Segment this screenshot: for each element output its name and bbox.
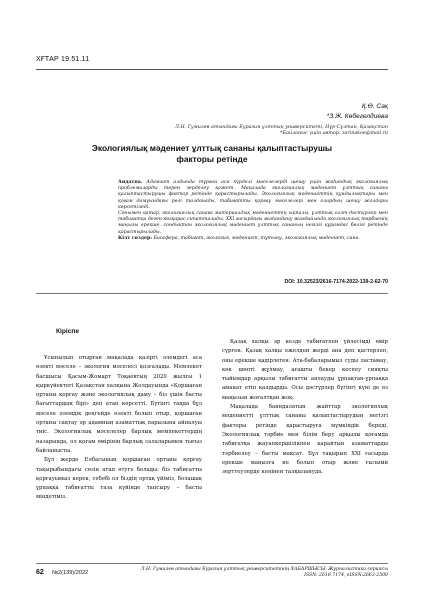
body-column-left — [36, 354, 202, 503]
section-heading-introduction: Кіріспе — [56, 328, 80, 335]
corresponding-author: *Байланыс үшін автор: zarinakoe@mail.ru — [280, 131, 388, 137]
abstract-divider — [36, 293, 388, 294]
abstract-text: Адамзат алдында тұрған аса күрделі мәселелерді шешу үшін жаһандық экологиялық проблемаларды терең зерделеу қажет. Мақалада экологиялық мәдениет ұлттық сананы қалыптастырушы фактор ретінде қарастырылады. Экологиялық мәдениеттің құндылықтары мен қоғам дамуындағы рөлі талданады, табиғатты қорғау мәселелері мен олардың шешу жолдары көрсетіледі. — [118, 180, 388, 210]
article-title — [36, 143, 388, 165]
page-number: 62 — [36, 569, 44, 576]
journal-issn: ISSN: 2616-7174, eISSN:2663-2500 — [304, 573, 388, 579]
title-line-2: факторы ретінде — [176, 154, 248, 164]
keywords-text: Биосфера, табиғат, экология, мәдениет, тұтыну, экологиялық мәдениет, сана. — [153, 235, 360, 241]
abstract-paragraph-2: Сонымен қатар, экологиялық санаға материалдық мәдениеттің ықпалы, ұлттық салт-дәстүрлер мен табиғатқа деген көзқарас сипатталады. XXI ғасырдағы жаһандану жағдайында экологиялық тәрбиенің маңызы ерекше, сондықтан экологиялық мәдениет ұлттық сананың негізгі құрамдас бөлігі ретінде қарастырылады. — [118, 211, 388, 235]
author-1: Қ.Ө. Сақ — [361, 103, 388, 110]
body-paragraph: Ұсынылып отырған мақалада қазіргі әлемдегі аса өзекті мәселе – экология мәселесі қозғалады. Мемлекет басшысы Қасым-Жомарт Тоқаевтың 2020 жылғы 1 қыркүйектегі Қазақстан халқына Жолдауында «Қоршаған ортаны қорғау және экологиялық даму – біз үшін басты бағыттардың бірі» деп атап көрсетті. Бүгінгі таңда бұл мәселе әлемдік деңгейде өзекті болып отыр, қоршаған ортаны сақтау әр адамның азаматтық парызына айналуы тиіс. Экологиялық мәселелер барлық мемлекеттердің назарында, ол қоғам өмірінің барлық салаларымен тығыз байланысты. — [36, 355, 202, 454]
title-line-1: Экологиялық мәдениет ұлттық сананы қалыптастырушы — [91, 143, 333, 153]
affiliation — [175, 125, 388, 138]
footer-divider — [36, 563, 388, 564]
body-column-right — [222, 338, 388, 477]
journal-name: Л.Н. Гумилев атындағы Еуразия ұлттық университетінің ХАБАРШЫСЫ. Журналистика сериясы — [140, 567, 388, 572]
abstract-block — [118, 180, 388, 242]
journal-info — [141, 567, 388, 580]
header-divider — [36, 69, 388, 70]
author-2: *З.Ж. Көбегелдиева — [326, 112, 388, 120]
body-paragraph: Қазақ халқы әр кезде табиғатпен үйлесімді өмір сүрген. Қазақ халқы ежелден жерді ана деп қастерлеп, оны ерекше қадірлеген. Ата-бабаларымыз суды ластамау, көк шөпті жұлмау, ағашты бекер кеспеу сияқты тыйымдар арқылы табиғатты аялауды ұрпақтан-ұрпаққа аманат етіп қалдырды. Осы дәстүрлер бүгінгі күні де өз маңызын жоғалтқан жоқ. — [222, 339, 388, 401]
article-code: ХҒТАР 19.51.11 — [36, 56, 90, 63]
keywords-label: Кілт сөздер: — [118, 235, 152, 241]
keywords — [118, 236, 388, 242]
authors — [327, 102, 388, 121]
body-paragraph: Бұл жерде Елбасының қоршаған ортаны қорғау тақырыбындағы сөзін атап өтуге болады: біз табиғатты қорғауымыз керек, себебі ол біздің ортақ үйіміз, болашақ ұрпаққа табиғатты таза күйінде тапсыру – басты міндетіміз. — [36, 457, 202, 501]
issue-number: №2(139)/2022 — [52, 570, 89, 576]
body-paragraph: Мақалада баяндалатын жайттар экологиялық мәдениетті ұлттық сананы қалыптастырудың негізгі факторы ретінде қарастыруға мүмкіндік береді. Экологиялық тәрбие мен білім беру арқылы қоғамда табиғатқа жауапкершілікпен қарайтын азаматтарды тәрбиелеу – басты мақсат. Бұл тақырып XXI ғасырда ерекше маңызға ие болып отыр және ғылыми зерттеулерде кеңінен талқылануда. — [222, 404, 388, 476]
abstract-paragraph — [118, 180, 388, 211]
affiliation-line: Л.Н. Гумилев атындағы Еуразия ұлттық университеті, Нұр-Сұлтан, Қазақстан — [175, 125, 388, 130]
abstract-label: Андатпа. — [118, 180, 143, 185]
doi: DOI: 10.32523/2616-7174-2022-139-2-62-70 — [284, 279, 388, 285]
